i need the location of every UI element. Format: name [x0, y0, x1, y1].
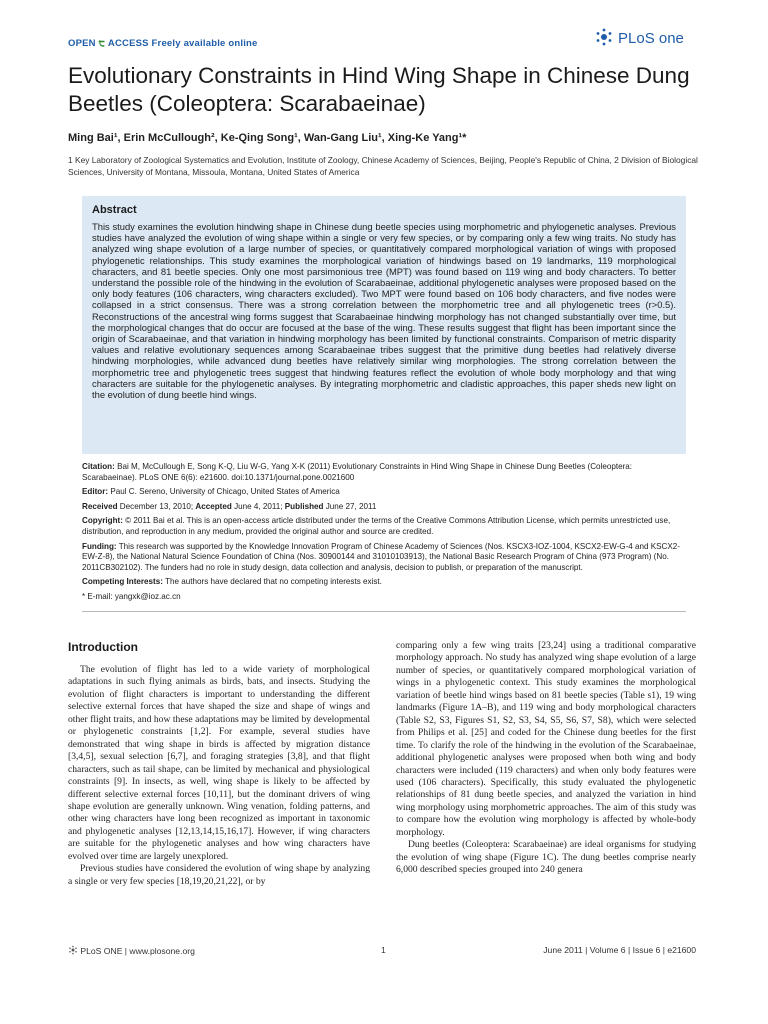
freely-available-label: Freely available online	[151, 38, 258, 49]
plos-dots-icon	[594, 27, 614, 47]
body-column-left	[68, 664, 370, 888]
paragraph: Dung beetles (Coleoptera: Scarabaeinae) are ideal organisms for studying the evolution of wing shape (Figure 1C). The dung beetles comprise nearly 6,000 described species grouped into 240 genera	[396, 839, 696, 876]
article-title: Evolutionary Constraints in Hind Wing Shape in Chinese Dung Beetles (Coleoptera: Scarabaeinae)	[68, 63, 690, 116]
funding: Funding: This research was supported by the Knowledge Innovation Program of Chinese Academy of Sciences (Nos. KSCX3-IOZ-1004, KSCX2-EW-G-4 and KSCX2-EW-Z-8), the National Natural Science Foundation of China (Nos. 30900144 and 31010103913), the National Basic Research Program of China (973 Program) (No. 2011CB302102). The funders had no role in study design, data collection and analysis, decision to publish, or preparation of the manuscript.	[82, 541, 681, 572]
page-number: 1	[381, 945, 386, 955]
plos-dots-icon	[68, 945, 78, 955]
body-column-right	[396, 640, 696, 877]
open-label: OPEN	[68, 38, 96, 49]
issue-info: June 2011 | Volume 6 | Issue 6 | e21600	[543, 945, 696, 955]
open-access-lock-icon: ੮	[98, 38, 106, 49]
journal-logo	[594, 26, 704, 52]
abstract-box	[82, 196, 686, 454]
affiliations: 1 Key Laboratory of Zoological Systematics and Evolution, Institute of Zoology, Chinese Academy of Sciences, Beijing, People's Republic of China, 2 Division of Biological Sciences, University of Montana, Missoula, Montana, United States of America	[68, 155, 698, 177]
editor: Editor: Paul C. Sereno, University of Chicago, United States of America	[82, 487, 340, 497]
paragraph: The evolution of flight has led to a wide variety of morphological adaptations in such flying animals as birds, bats, and insects. Studying the evolution of flight characters is important to understanding the different selective external forces that have shaped the size and shape of wings and other flight traits, and how these adaptations may be limited by developmental or phylogenetic constraints [1,2]. For example, several studies have demonstrated that wing shape in birds is affected by migration distance [3,4,5], sexual selection [6,7], and foraging strategies [3,8], and that flight characters, such as tail shape, can be limited by mechanical and physiological constraints [9]. In insects, as well, wing shape is likely to be affected by different selective external forces [10,11], but the dominant drivers of wing shape evolution are generally unknown. Wing venation, folding patterns, and other wing characters have long been recognized as important in taxonomic and phylogenetic analyses [12,13,14,15,16,17]. However, if wing characters are suitable for the phylogenetic analyses and how wing characters have evolved over time are largely unexplored.	[68, 664, 370, 862]
open-access-banner	[68, 38, 258, 49]
abstract-heading: Abstract	[92, 204, 137, 216]
section-divider	[82, 611, 686, 612]
copyright: Copyright: © 2011 Bai et al. This is an open-access article distributed under the terms of the Creative Commons Attribution License, which permits unrestricted use, distribution, and reproduction in any medium, provided the original author and source are credited.	[82, 516, 671, 536]
author-list: Ming Bai¹, Erin McCullough², Ke-Qing Song¹, Wan-Gang Liu¹, Xing-Ke Yang¹*	[68, 132, 467, 144]
citation: Citation: Bai M, McCullough E, Song K-Q, Liu W-G, Yang X-K (2011) Evolutionary Constraints in Hind Wing Shape in Chinese Dung Beetles (Coleoptera: Scarabaeinae). PLoS ONE 6(6): e21600. doi:10.1371/journal.pone.0021600	[82, 462, 633, 482]
author-email[interactable]: * E-mail: yangxk@ioz.ac.cn	[82, 591, 181, 601]
journal-logo-text: PLoS one	[618, 30, 684, 47]
access-label: ACCESS	[107, 38, 149, 49]
dates: Received December 13, 2010; Accepted June 4, 2011; Published June 27, 2011	[82, 501, 377, 511]
paragraph: comparing only a few wing traits [23,24] using a traditional comparative morphology approach. No study has analyzed wing shape evolution of a large number of species, or quantitatively compared morphological variation of wings in a phylogenetic context. This study examines the morphological variation of beetle hind wings based on 81 beetle species (Table s1), 19 wing landmarks (Figure 1A–B), and 119 wing and body morphological characters (Table S2, S3, Figures S1, S2, S3, S4, S5, S6, S7, S8), which were selected from Philips et al. [25] and coded for the Chinese dung beetles for the first time. To clarify the role of the hindwing in the evolution of the Scarabaeinae, additional phylogenetic analyses were proposed when both wing and body characters were included (119 characters) and when only body features were used (106 characters). Specifically, this study evaluated the phylogenetic relationships of 81 dung beetle species, and analyzed the variation in hind wing morphology using morphometric approaches. The aim of this study was to compare how the evolution wing morphology is affected by whole-body morphology.	[396, 640, 696, 838]
competing-interests: Competing Interests: The authors have declared that no competing interests exist.	[82, 577, 382, 587]
journal-site: PLoS ONE | www.plosone.org	[68, 945, 195, 956]
abstract-text: This study examines the evolution hindwing shape in Chinese dung beetle species using morphometric and phylogenetic analyses. Previous studies have analyzed the evolution of wing shape within a single or very few species, or by comparing only a few wing traits. No study has analyzed wing shape evolution of a large number of species, or quantitatively compared morphological variation of wings with proposed phylogenetic relationships. This study examines the morphological variation of hindwings based on 19 landmarks, 119 morphological characters, and 81 beetle species. Only one most parsimonious tree (MPT) was found based on 119 wing and body characters. To better understand the possible role of the hindwing in the evolution of Scarabaeinae, additional phylogenetic analyses were proposed based on the only body features (106 characters, wing characters excluded). Two MPT were found based on 106 body characters, and five nodes were collapsed in a strict consensus. There was a strong correlation between the morphometric tree and all phylogenetic trees (r>0.5). Reconstructions of the ancestral wing forms suggest that Scarabaeinae hindwing morphology has not changed substantially over time, but the morphological changes that do occur are focused at the base of the wing. These results suggest that flight has been important since the origin of Scarabaeinae, and that variation in hindwing morphology has been limited by functional constraints. Comparison of metric disparity values and relative evolutionary sequences among Scarabaeinae tribes suggest that the primitive dung beetles had relatively diverse hindwing morphologies, while advanced dung beetles have relatively similar wing morphologies. The strong correlation between the morphometric tree and phylogenetic trees suggest that hindwing features reflect the evolution of whole body morphology and that wing characters are suitable for the phylogenetic analyses. By integrating morphometric and cladistic approaches, this paper sheds new light on the evolution of dung beetle hind wings.	[92, 221, 676, 401]
article-metadata	[82, 462, 686, 607]
introduction-heading: Introduction	[68, 640, 138, 654]
paragraph: Previous studies have considered the evolution of wing shape by analyzing a single or very few species [18,19,20,21,22], or by	[68, 863, 370, 887]
